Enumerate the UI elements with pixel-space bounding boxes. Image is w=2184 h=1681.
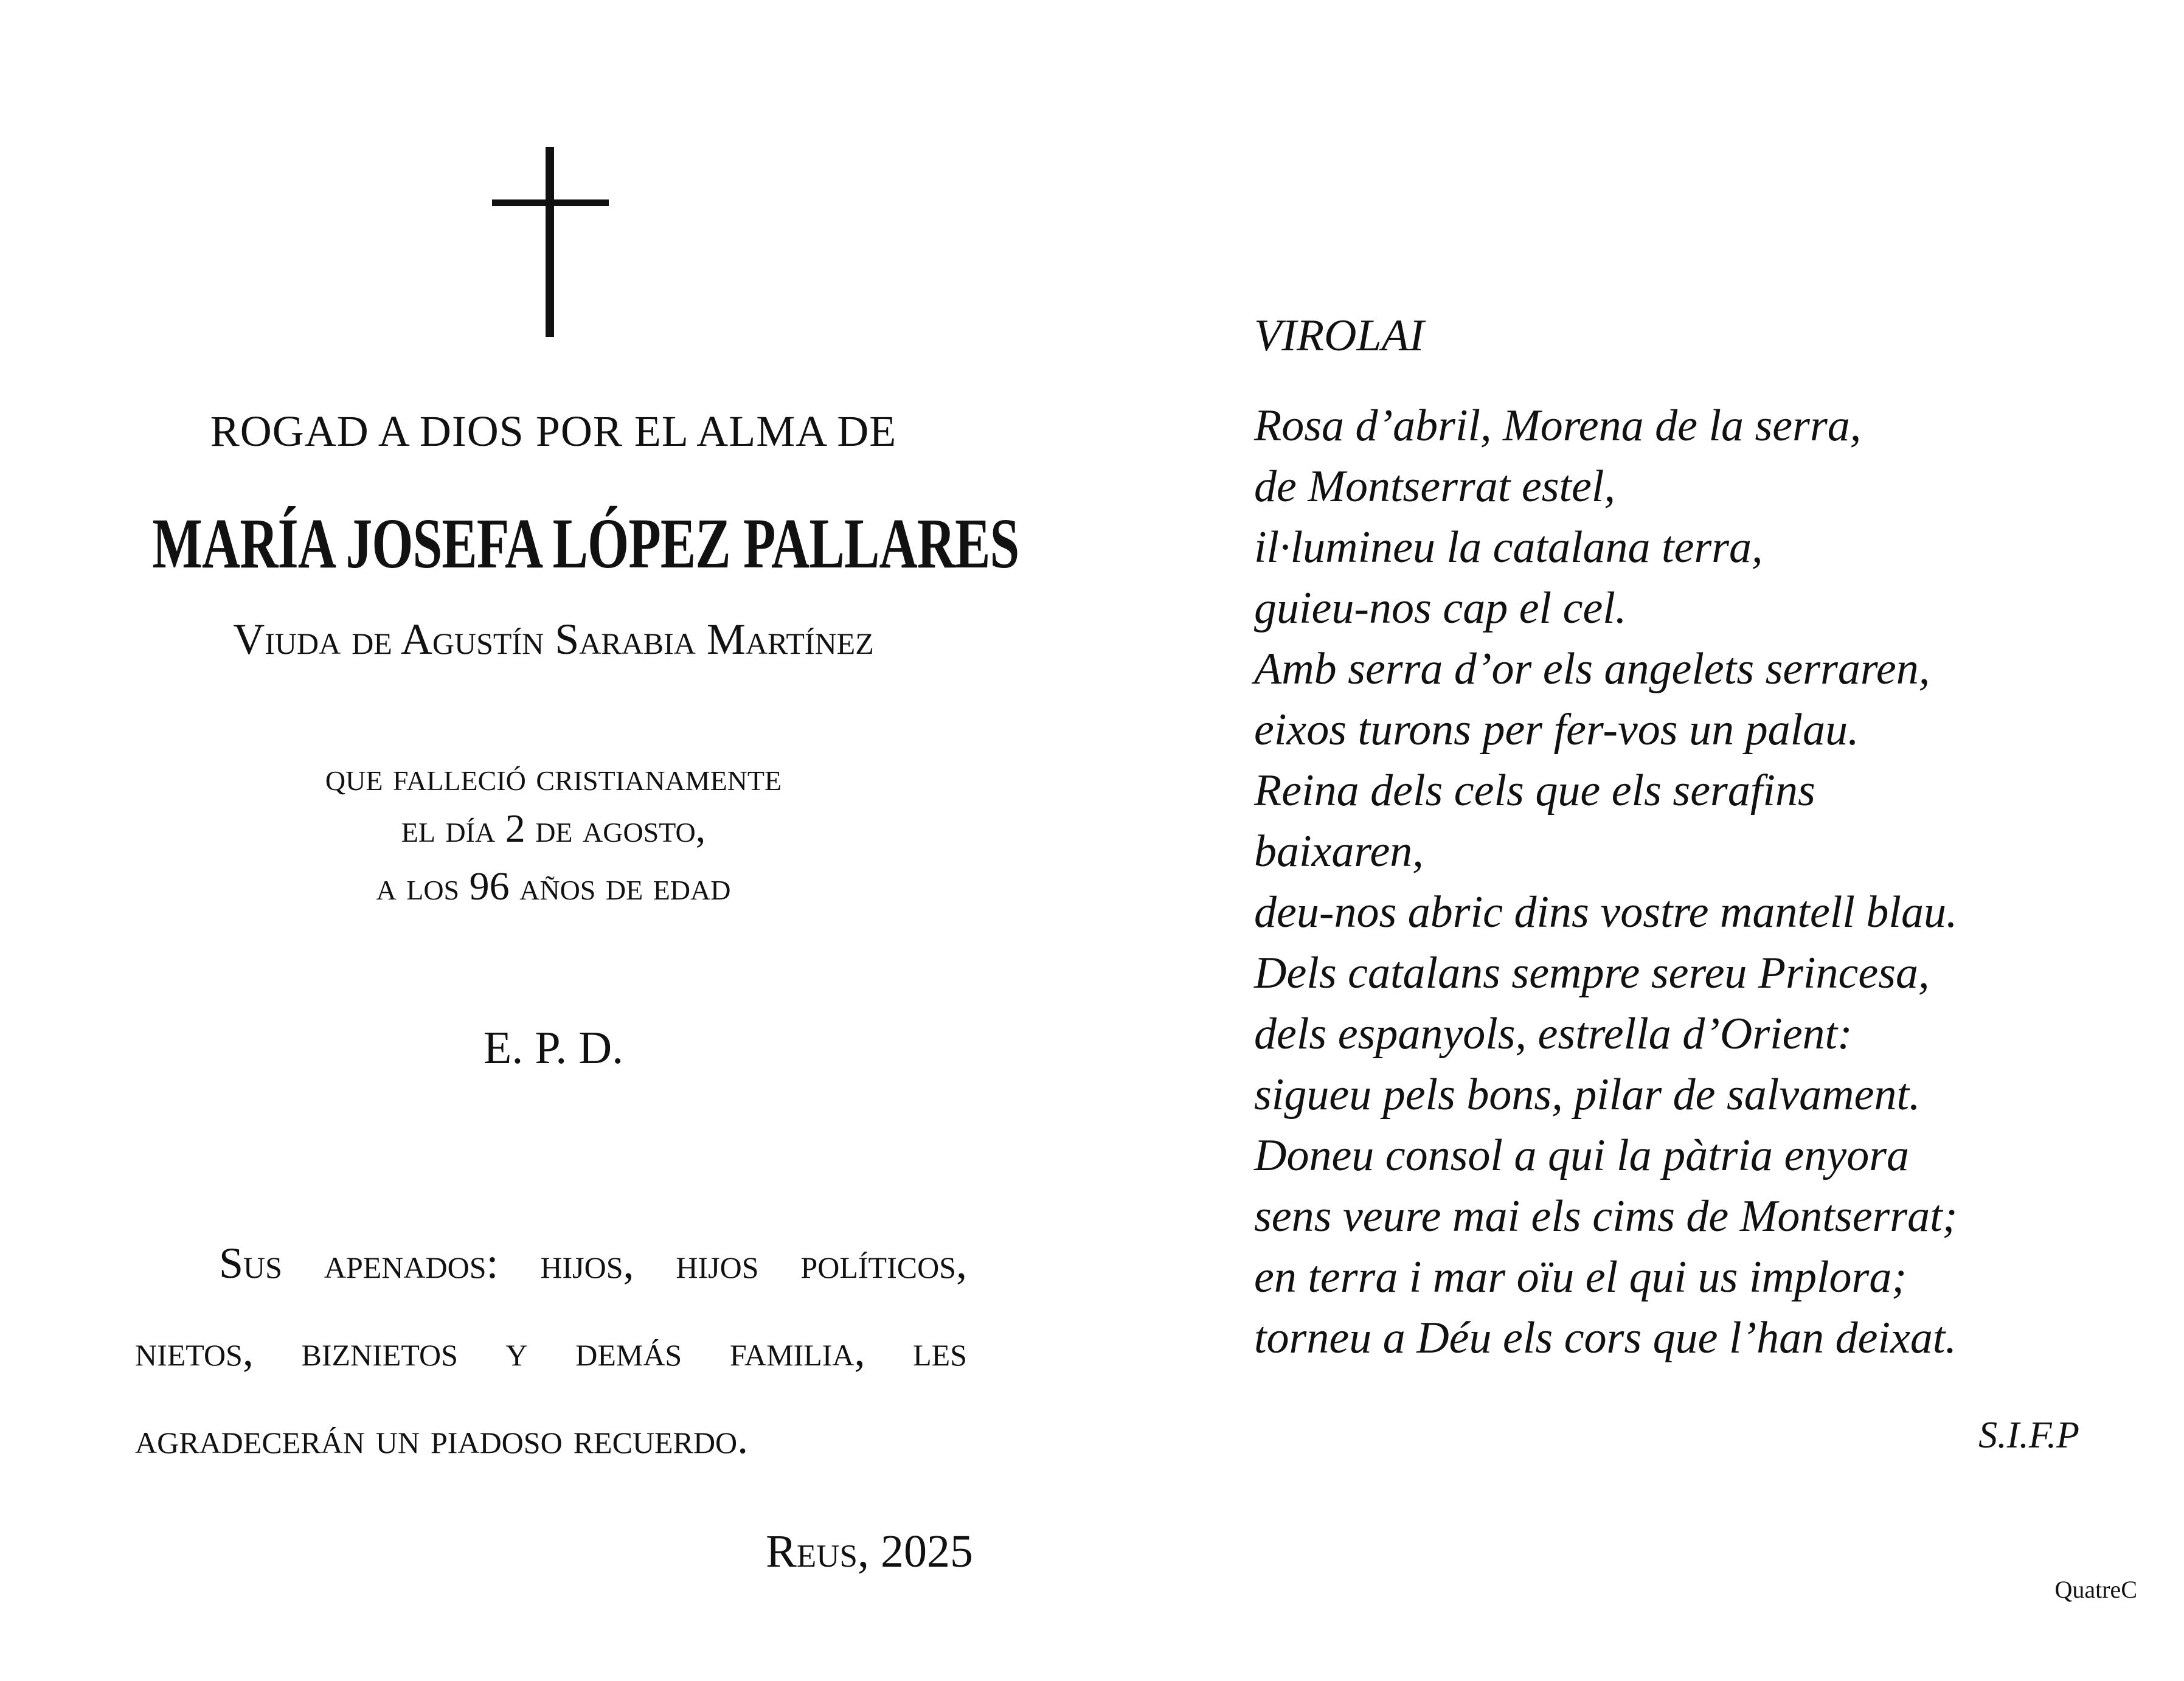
death-line-3: a los 96 años de edad: [376, 864, 731, 909]
poem-line: en terra i mar oïu el qui us implora;: [1254, 1252, 1907, 1302]
deceased-name: [0, 502, 1107, 585]
family-paragraph: [135, 1219, 967, 1482]
poem-line: Amb serra d’or els angelets serraren,: [1254, 644, 1930, 694]
poem-line: il·lumineu la catalana terra,: [1254, 522, 1763, 572]
deceased-name-text: MARÍA JOSEFA LÓPEZ PALLARES: [152, 504, 1019, 583]
poem-line: Rosa d’abril, Morena de la serra,: [1254, 401, 1862, 451]
family-text: Sus apenados: hijos, hijos políticos, nietos, biznietos y demás familia, les agradecerán un piadoso recuerdo.: [135, 1239, 967, 1463]
poem-title: VIROLAI: [1254, 311, 1424, 361]
intro-text: ROGAD A DIOS POR EL ALMA DE: [210, 407, 897, 456]
poem-line: dels espanyols, estrella d’Orient:: [1254, 1009, 1853, 1059]
poem-line: de Montserrat estel,: [1254, 462, 1615, 511]
poem-line: Reina dels cels que els serafins: [1254, 766, 1815, 816]
death-line-1: que falleció cristianamente: [325, 755, 782, 799]
poem-line: Dels catalans sempre sereu Princesa,: [1254, 948, 1930, 998]
poem-signature: S.I.F.P: [1978, 1415, 2079, 1456]
poem: [1254, 395, 2166, 1368]
poem-line: sens veure mai els cims de Montserrat;: [1254, 1191, 1958, 1241]
poem-line: Doneu consol a qui la pàtria enyora: [1254, 1131, 1910, 1180]
place-date: Reus, 2025: [766, 1526, 973, 1577]
right-panel: [1092, 0, 2184, 1681]
death-line-2: el día 2 de agosto,: [401, 806, 706, 851]
epd-text: E. P. D.: [483, 1022, 624, 1073]
poem-line: eixos turons per fer-vos un palau.: [1254, 705, 1859, 755]
widow-line: Viuda de Agustín Sarabia Martínez: [233, 615, 874, 664]
printer-credit: QuatreC: [2054, 1576, 2137, 1603]
poem-line: guieu-nos cap el cel.: [1254, 583, 1627, 633]
poem-line: baixaren,: [1254, 827, 1424, 876]
cross-icon: [492, 147, 609, 337]
poem-line: torneu a Déu els cors que l’han deixat.: [1254, 1313, 1957, 1363]
poem-line: sigueu pels bons, pilar de salvament.: [1254, 1070, 1921, 1120]
poem-line: deu-nos abric dins vostre mantell blau.: [1254, 887, 1958, 937]
